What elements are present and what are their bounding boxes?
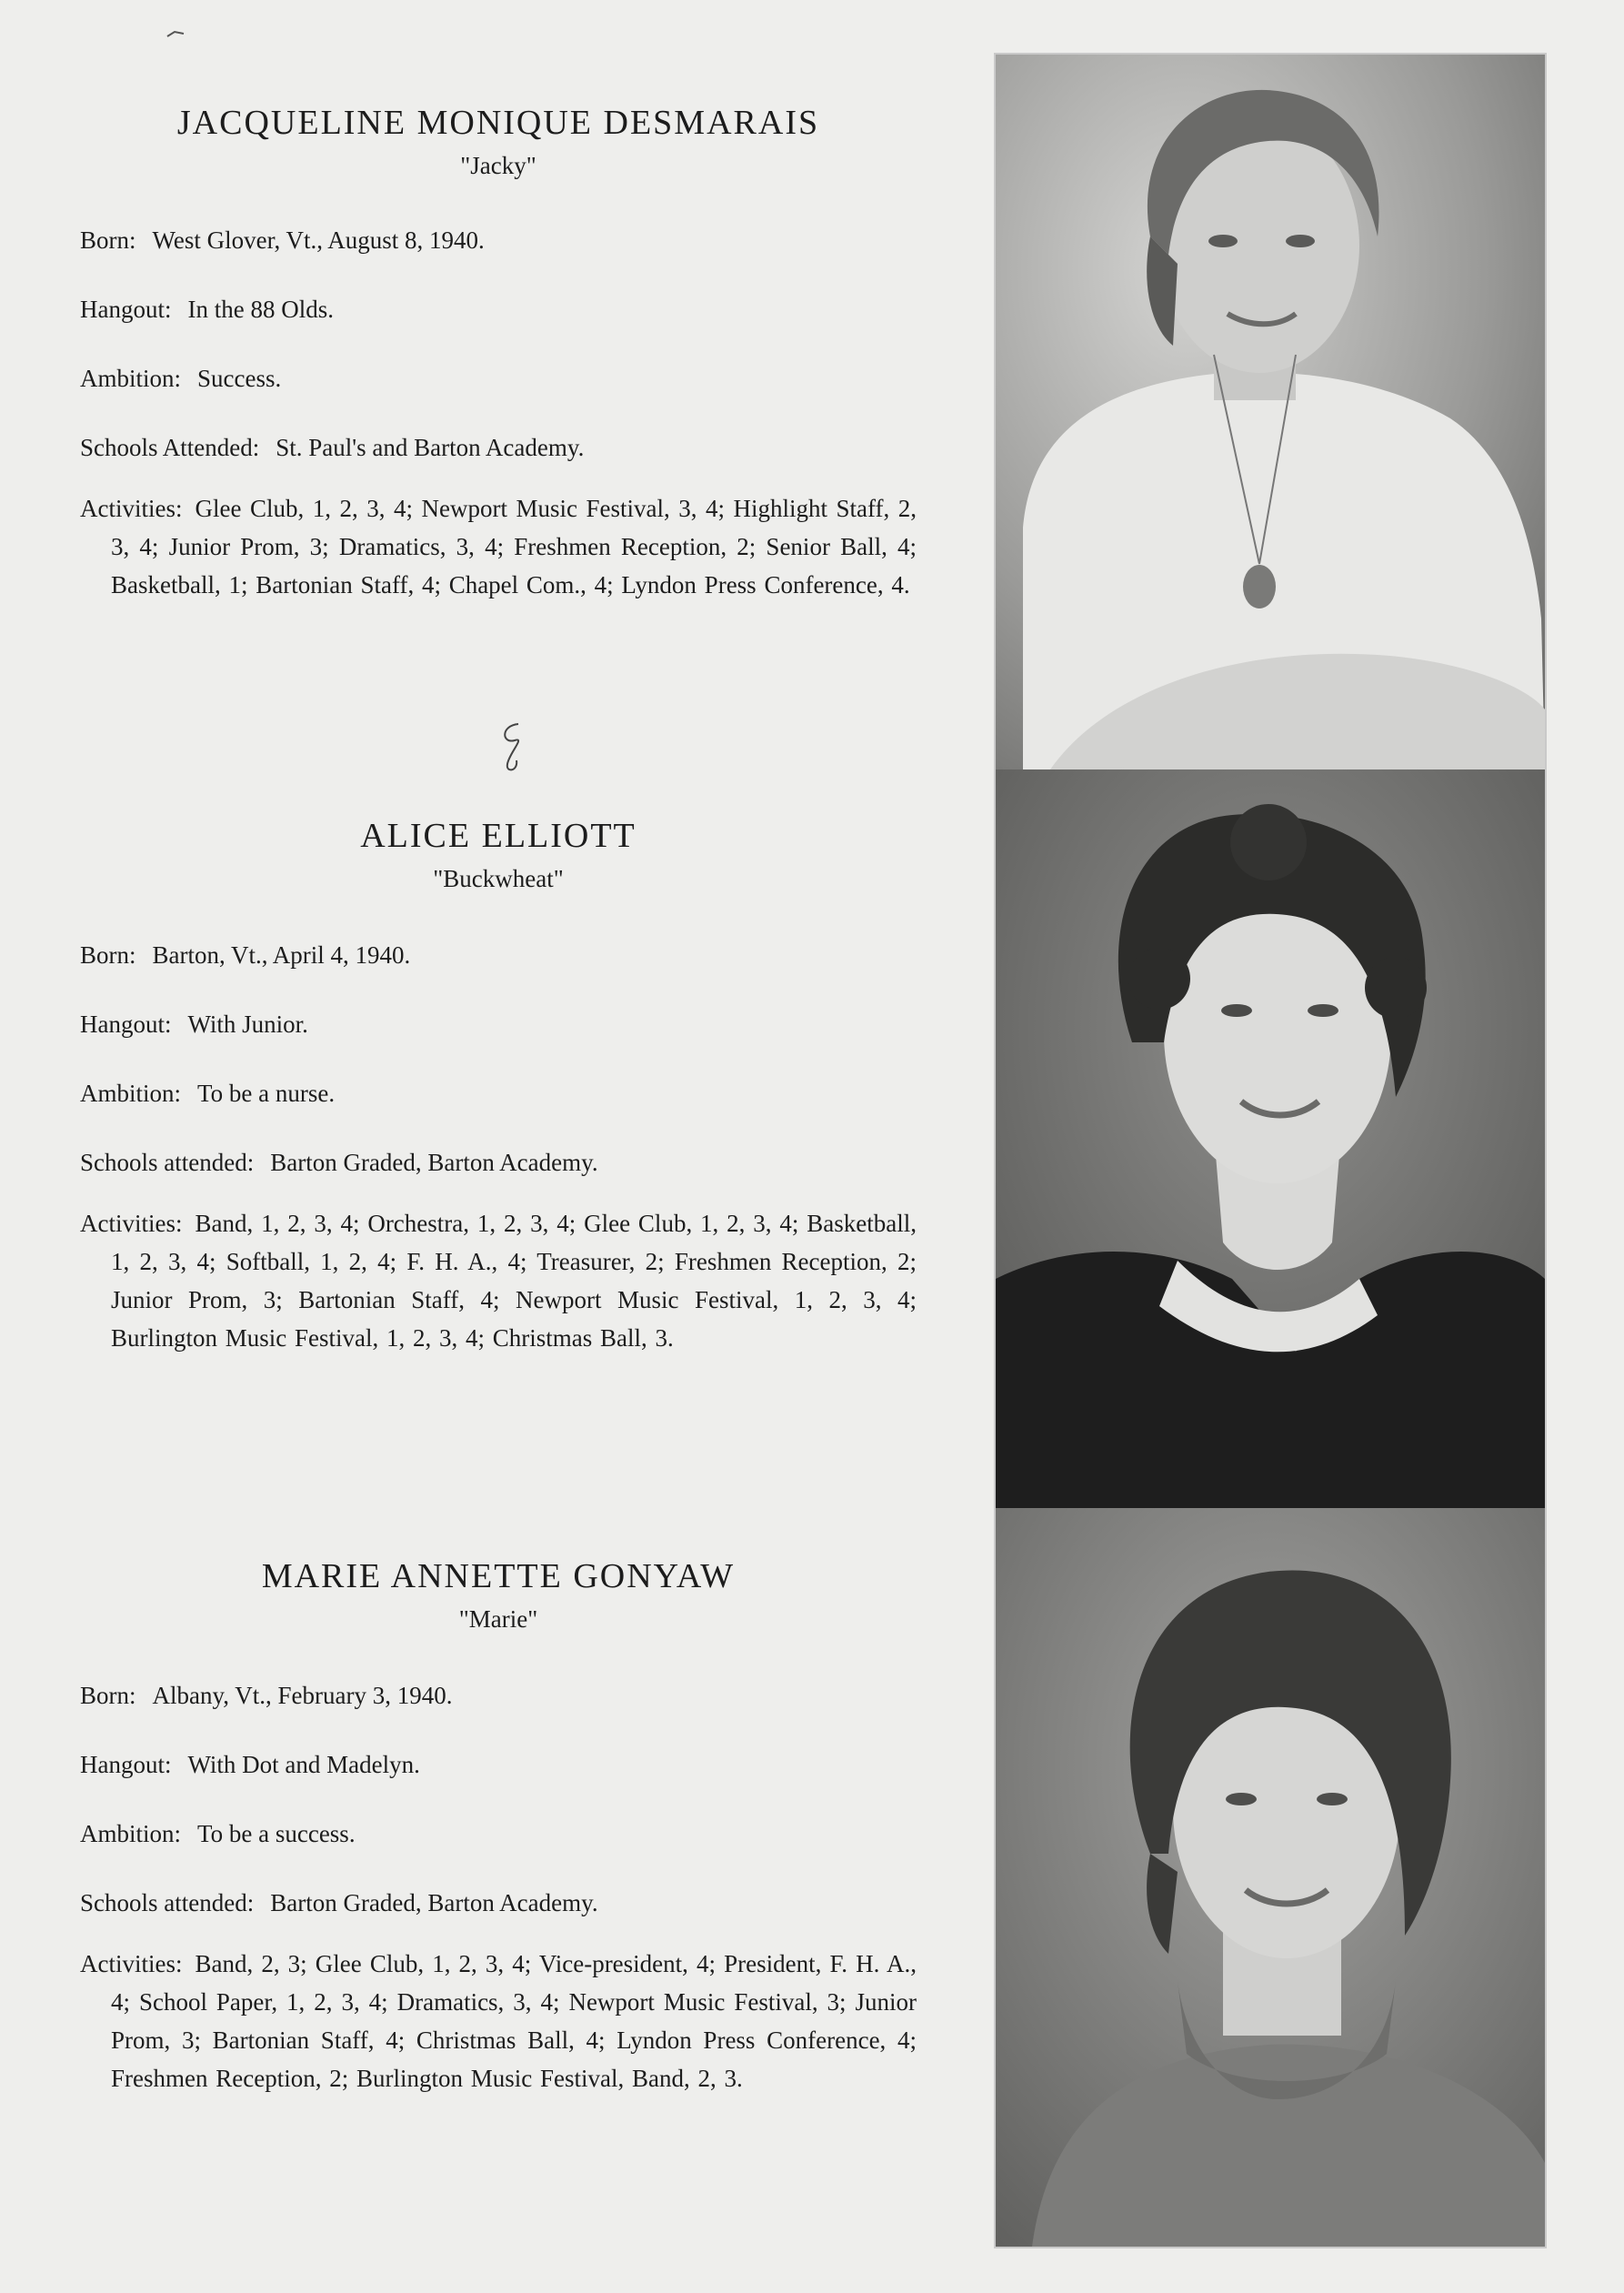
born-label: Born: (80, 941, 136, 969)
ambition-value: To be a nurse. (197, 1080, 336, 1107)
senior-nickname: "Jacky" (460, 152, 536, 179)
hangout-field (80, 295, 917, 324)
activities-label: Activities: (80, 495, 183, 522)
schools-value: Barton Graded, Barton Academy. (270, 1889, 598, 1916)
hangout-label: Hangout: (80, 1751, 172, 1778)
ambition-value: Success. (197, 365, 282, 392)
ambition-field (80, 1079, 917, 1108)
schools-label: Schools attended: (80, 1149, 255, 1176)
hangout-field (80, 1750, 917, 1779)
senior-entry-gonyaw (80, 1555, 917, 2097)
born-field (80, 1681, 917, 1710)
portrait-photo-desmarais (996, 55, 1545, 769)
activities-label: Activities: (80, 1950, 183, 1977)
ambition-field (80, 364, 917, 393)
activities-field (80, 489, 917, 604)
portrait-photo-elliott (996, 769, 1545, 1508)
schools-value: St. Paul's and Barton Academy. (276, 434, 585, 461)
ambition-label: Ambition: (80, 1820, 182, 1847)
born-value: Albany, Vt., February 3, 1940. (152, 1682, 453, 1709)
schools-value: Barton Graded, Barton Academy. (270, 1149, 598, 1176)
schools-field (80, 1888, 917, 1917)
hangout-value: In the 88 Olds. (187, 296, 334, 323)
ambition-label: Ambition: (80, 365, 182, 392)
ambition-value: To be a success. (197, 1820, 356, 1847)
ambition-field (80, 1819, 917, 1848)
born-field (80, 226, 917, 255)
born-label: Born: (80, 226, 136, 254)
activities-value: Glee Club, 1, 2, 3, 4; Newport Music Festival, 3, 4; Highlight Staff, 2, 3, 4; Junior Prom, 3; Dramatics, 3, 4; Freshmen Reception, 2; Senior Ball, 4; Basketball, 1; Bartonian Staff, 4; Chapel Com., 4; Lyndon Press Conference, 4. (111, 495, 917, 598)
senior-entry-desmarais (80, 102, 917, 604)
hangout-field (80, 1010, 917, 1039)
hangout-value: With Junior. (187, 1011, 308, 1038)
schools-field (80, 433, 917, 462)
activities-value: Band, 1, 2, 3, 4; Orchestra, 1, 2, 3, 4; Glee Club, 1, 2, 3, 4; Basketball, 1, 2, 3, 4; Softball, 1, 2, 4; F. H. A., 4; Treasurer, 2; Freshmen Reception, 2; Junior Prom, 3; Bartonian Staff, 4; Newport Music Festival, 1, 2, 3, 4; Burlington Music Festival, 1, 2, 3, 4; Christmas Ball, 3. (111, 1210, 917, 1352)
activities-field (80, 1204, 917, 1357)
hangout-label: Hangout: (80, 296, 172, 323)
schools-label: Schools attended: (80, 1889, 255, 1916)
activities-field (80, 1945, 917, 2097)
senior-nickname: "Buckwheat" (433, 865, 564, 892)
portrait-column (994, 53, 1547, 2248)
senior-name: MARIE ANNETTE GONYAW (261, 1557, 736, 1595)
activities-label: Activities: (80, 1210, 183, 1237)
schools-label: Schools Attended: (80, 434, 260, 461)
born-field (80, 940, 917, 970)
born-label: Born: (80, 1682, 136, 1709)
portrait-photo-gonyaw (996, 1508, 1545, 2247)
hangout-value: With Dot and Madelyn. (187, 1751, 420, 1778)
schools-field (80, 1148, 917, 1177)
activities-value: Band, 2, 3; Glee Club, 1, 2, 3, 4; Vice-president, 4; President, F. H. A., 4; School Paper, 1, 2, 3, 4; Dramatics, 3, 4; Newport Music Festival, 3; Junior Prom, 3; Bartonian Staff, 4; Christmas Ball, 4; Lyndon Press Conference, 4; Freshmen Reception, 2; Burlington Music Festival, Band, 2, 3. (111, 1950, 917, 2092)
born-value: Barton, Vt., April 4, 1940. (152, 941, 411, 969)
senior-name: JACQUELINE MONIQUE DESMARAIS (176, 104, 820, 142)
ink-mark (165, 29, 185, 40)
senior-nickname: "Marie" (458, 1605, 538, 1633)
ornament-flourish (491, 717, 536, 780)
hangout-label: Hangout: (80, 1011, 172, 1038)
senior-name: ALICE ELLIOTT (360, 817, 637, 855)
senior-entry-elliott (80, 815, 917, 1357)
born-value: West Glover, Vt., August 8, 1940. (152, 226, 485, 254)
ambition-label: Ambition: (80, 1080, 182, 1107)
